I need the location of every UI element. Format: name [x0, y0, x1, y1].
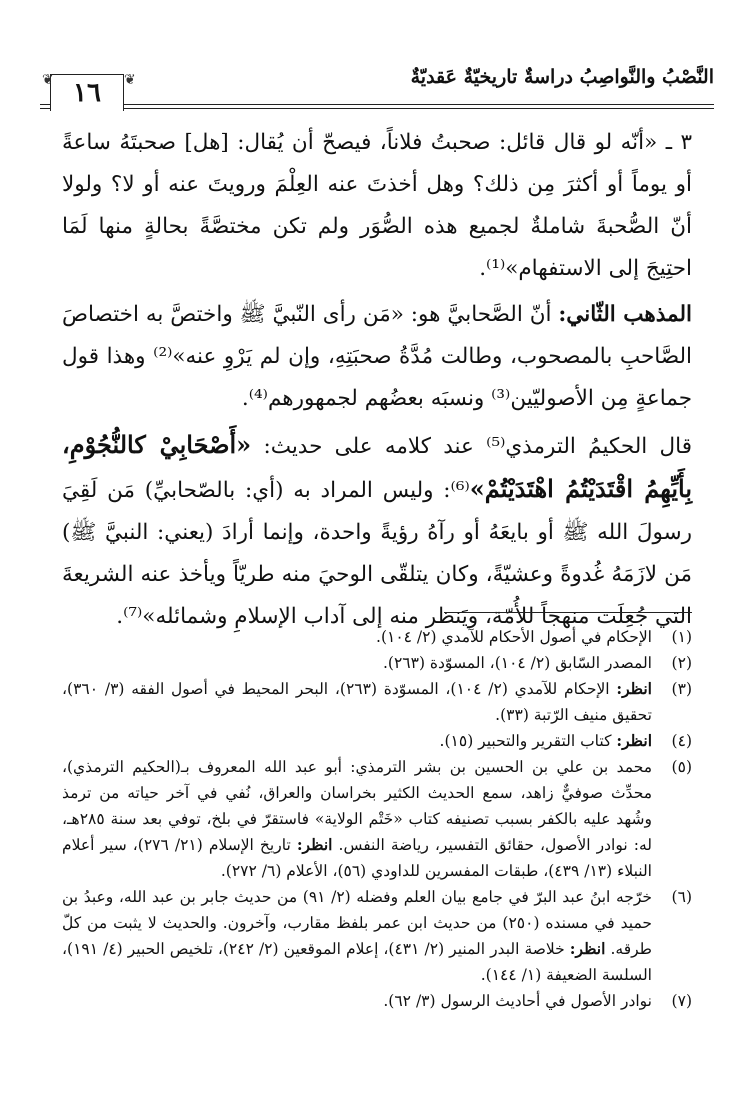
paragraph-1: ٣ ـ «أنّه لو قال قائل: صحبتُ فلاناً، فيصحّ أن يُقال: [هل] صحبتَهُ ساعةً أو يوماً أو أكثرَ مِن ذلك؟ وهل أخذتَ عنه العِلْمَ ورويتَ عنه أو لا؟ ولولا أنّ الصُّحبةَ شاملةٌ لجميع هذه الصُّوَر ولم تكن مختصَّةً بحالةٍ منها لَمَا احتِيجَ إلى الاستفهام»⁽¹⁾. — [62, 130, 692, 281]
footnote-2 — [62, 650, 692, 676]
see-label: انظر: — [616, 679, 652, 698]
book-title: النَّصْبُ والنَّواصِبُ دراسةٌ تاريخيّةٌ عَقديّةٌ — [410, 66, 714, 88]
paragraph-3 — [62, 424, 692, 638]
footnote-body: كتاب التقرير والتحبير (١٥). — [439, 732, 617, 750]
header-rule-thin — [40, 108, 714, 109]
header-rule — [40, 104, 714, 105]
footnote-number: (١) — [671, 628, 692, 646]
footnote-number: (٦) — [671, 888, 692, 906]
page-number: ١٦ — [73, 78, 101, 108]
footnote-number: (٧) — [671, 992, 692, 1010]
footnote-body: خرّجه ابنُ عبد البرّ في جامع بيان العلم وفضله (٢/ ٩١) من حديث جابر بن عبد الله، وعبدُ بن حميد في مسنده (٢٥٠) من حديث ابن عمر بلفظ مقارب، وآخرون. والحديث لا يثبت من كلّ طرقه. — [62, 888, 653, 958]
footnote-number: (٣) — [671, 680, 692, 698]
main-text — [62, 122, 692, 642]
ornament-right-icon: ❦ — [124, 72, 136, 88]
footnote-7 — [62, 988, 692, 1014]
footnote-text: نوادر الأصول في أحاديث الرسول (٣/ ٦٢). — [383, 992, 652, 1010]
footnote-body: محمد بن علي بن الحسين بن بشر الترمذي: أبو عبد الله المعروف بـ(الحكيم الترمذي)، محدِّث صوفيٌّ زاهد، سمع الحديث الكثير بخراسان والعراق، نُفي في آخر حياته من ترمذ وشُهد عليه بالكفر بسبب تصنيفه كتاب «خَتْم الولاية» فاستقرّ في بلخ، توفي بعد سنة ٢٨٥هـ، له: نوادر الأصول، حقائق التفسير، رياضة النفس. — [62, 758, 652, 854]
paragraph-3-text: ⁽⁶⁾: وليس المراد به (أي: بالصّحابيِّ) مَن لَقِيَ رسولَ الله ﷺ أو بايعَهُ أو رآهُ رؤيةً واحدة، وإنما أرادَ (يعني: النبيَّ ﷺ) مَن لازَمَهُ غُدوةً وعشيّةً، وكان يتلقّى الوحيَ منه طريّاً ويأخذ عنه الشريعةَ التي جُعِلَت منهجاً للأُمّة، ويَنظر منه إلى آداب الإسلامِ وشمائله»⁽⁷⁾. — [62, 478, 692, 629]
page-number-box — [50, 74, 124, 111]
footnote-separator — [444, 612, 692, 613]
footnote-sources: خلاصة البدر المنير (٢/ ٤٣١)، إعلام الموقعين (٢/ ٢٤٢)، تلخيص الحبير (٤/ ١٩١)، السلسة الضعيفة (١/ ١٤٤). — [62, 940, 652, 984]
footnote-sources: تاريخ الإسلام (٢١/ ٢٧٦)، سير أعلام النبلاء (١٣/ ٤٣٩)، طبقات المفسرين للداودي (٥٦)، الأعلام (٦/ ٢٧٢). — [62, 836, 652, 880]
doctrine-heading: المذهب الثّاني: — [558, 302, 692, 327]
footnote-4 — [62, 728, 692, 754]
see-label: انظر: — [569, 939, 606, 958]
see-label: انظر: — [296, 835, 333, 854]
footnote-text: الإحكام في أصول الأحكام للآمدي (٢/ ١٠٤). — [376, 628, 652, 646]
footnote-3 — [62, 676, 692, 728]
footnote-1 — [62, 624, 692, 650]
footnote-text: المصدر السّابق (٢/ ١٠٤)، المسوّدة (٢٦٣). — [382, 654, 652, 672]
footnote-text — [62, 676, 652, 728]
paragraph-2 — [62, 294, 692, 420]
ornament-left-icon: ❦ — [42, 72, 54, 88]
hadith-quote: «أَصْحَابِيْ كالنُّجُوْمِ، بِأَيِّهِمُ اقْتَدَيْتُمُ اهْتَدَيْتُمْ» — [62, 430, 693, 503]
see-label: انظر: — [616, 731, 652, 750]
footnote-text — [62, 754, 652, 884]
footnote-6 — [62, 884, 692, 988]
footnote-5 — [62, 754, 692, 884]
footnote-body: الإحكام للآمدي (٢/ ١٠٤)، المسوّدة (٢٦٣)، البحر المحيط في أصول الفقه (٣/ ٣٦٠)، تحقيق منيف الرّتبة (٣٣). — [62, 680, 652, 724]
footnote-number: (٤) — [671, 732, 692, 750]
footnotes — [62, 624, 692, 1014]
footnote-text — [62, 884, 652, 988]
paragraph-3-intro: قال الحكيمُ الترمذي⁽⁵⁾ عند كلامه على حديث: — [251, 434, 692, 459]
footnote-number: (٥) — [671, 758, 692, 776]
footnote-number: (٢) — [671, 654, 692, 672]
paragraph-2-text: أنّ الصَّحابيَّ هو: «مَن رأى النّبيَّ ﷺ واختصَّ به اختصاصَ الصَّاحبِ بالمصحوب، وطالت مُدَّةُ صحبَتِهِ، وإن لم يَرْوِ عنه»⁽²⁾ وهذا قول جماعةٍ مِن الأصوليّين⁽³⁾ ونسبَه بعضُهم لجمهورهم⁽⁴⁾. — [62, 302, 693, 411]
footnote-text — [62, 728, 652, 754]
running-header — [40, 60, 714, 114]
